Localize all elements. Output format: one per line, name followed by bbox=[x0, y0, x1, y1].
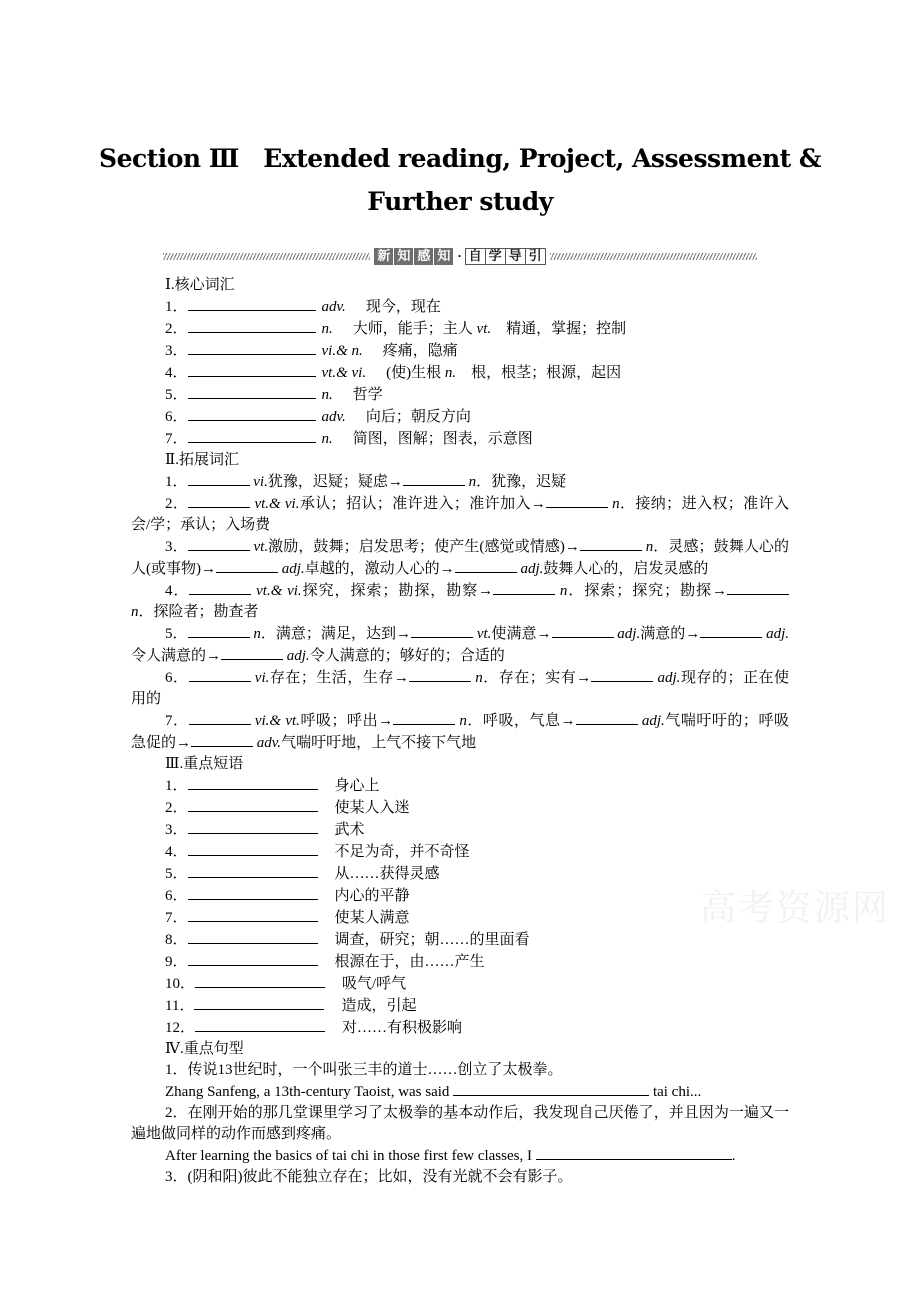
answer-blank[interactable] bbox=[188, 471, 250, 486]
part-of-speech: n bbox=[253, 626, 261, 642]
item-text: 12． bbox=[165, 1020, 196, 1036]
item-text: 使某人满意 bbox=[334, 910, 410, 926]
answer-blank[interactable] bbox=[188, 318, 316, 333]
list-item bbox=[131, 362, 789, 384]
answer-blank[interactable] bbox=[403, 471, 465, 486]
list-item bbox=[131, 973, 789, 995]
banner-char: 知 bbox=[434, 248, 453, 265]
answer-blank[interactable] bbox=[536, 1145, 732, 1160]
answer-blank[interactable] bbox=[188, 819, 318, 834]
answer-blank[interactable] bbox=[591, 667, 653, 682]
item-text: 从……获得灵感 bbox=[334, 866, 440, 882]
banner-char: 自 bbox=[465, 248, 485, 265]
list-item bbox=[131, 819, 789, 841]
answer-blank[interactable] bbox=[411, 623, 473, 638]
part-of-speech: vt.& vi. bbox=[321, 365, 367, 381]
part-of-speech: n bbox=[459, 713, 467, 729]
exercise-content bbox=[131, 275, 789, 1188]
item-text: ．探索；探究；勘探→ bbox=[567, 583, 727, 599]
item-text: (使)生根 bbox=[386, 365, 445, 381]
part-of-speech: n. bbox=[321, 431, 333, 447]
list-item bbox=[131, 1060, 789, 1081]
item-text: 使满意→ bbox=[491, 626, 552, 642]
hatch-divider-right bbox=[550, 253, 757, 260]
answer-blank[interactable] bbox=[191, 732, 253, 747]
answer-blank[interactable] bbox=[195, 973, 325, 988]
item-text: 2． bbox=[165, 800, 188, 816]
item-text: 6． bbox=[165, 670, 189, 686]
item-text: 6． bbox=[165, 409, 188, 425]
item-text: 4． bbox=[165, 583, 190, 599]
item-text: 探究，探索；勘探，勘察→ bbox=[301, 583, 494, 599]
item-text: 承认；招认；准许进入；准许加入→ bbox=[299, 496, 546, 512]
section-heading: Ⅳ.重点句型 bbox=[165, 1041, 244, 1057]
part-of-speech: adj. bbox=[657, 670, 681, 686]
answer-blank[interactable] bbox=[455, 558, 517, 573]
item-text: 大师，能手；主人 bbox=[352, 321, 477, 337]
item-text: 现存的；正在使用的 bbox=[131, 670, 789, 707]
item-text: Zhang Sanfeng, a 13th-century Taoist, was said bbox=[165, 1084, 454, 1100]
list-item bbox=[131, 1081, 789, 1103]
list-item bbox=[131, 667, 789, 710]
list-item bbox=[131, 384, 789, 406]
list-item bbox=[131, 1145, 789, 1167]
part-of-speech: vi. bbox=[253, 474, 268, 490]
item-text: tai chi... bbox=[649, 1084, 702, 1100]
item-text: 5． bbox=[165, 626, 188, 642]
hatch-divider-left bbox=[163, 253, 370, 260]
part-of-speech: n bbox=[645, 539, 654, 555]
item-text: 6． bbox=[165, 888, 188, 904]
list-item bbox=[131, 1017, 789, 1039]
answer-blank[interactable] bbox=[188, 885, 318, 900]
part-of-speech: n bbox=[475, 670, 483, 686]
section-heading: Ⅲ.重点短语 bbox=[165, 756, 244, 772]
list-item bbox=[131, 907, 789, 929]
answer-blank[interactable] bbox=[188, 493, 250, 508]
list-item bbox=[131, 841, 789, 863]
answer-blank[interactable] bbox=[189, 710, 251, 725]
watermark: 高考资源网 bbox=[700, 888, 891, 929]
list-item bbox=[131, 1167, 789, 1188]
answer-blank[interactable] bbox=[195, 1017, 325, 1032]
list-item bbox=[131, 863, 789, 885]
answer-blank[interactable] bbox=[189, 580, 251, 595]
answer-blank[interactable] bbox=[453, 1081, 649, 1096]
item-text: 11． bbox=[165, 998, 195, 1014]
answer-blank[interactable] bbox=[188, 362, 316, 377]
answer-blank[interactable] bbox=[189, 667, 251, 682]
banner-char: 知 bbox=[394, 248, 413, 265]
list-item bbox=[131, 885, 789, 907]
list-item bbox=[131, 623, 789, 667]
item-text: 4． bbox=[165, 365, 188, 381]
item-text: 3．(阴和阳)彼此不能独立存在；比如，没有光就不会有影子。 bbox=[165, 1169, 573, 1185]
item-text: 哲学 bbox=[352, 387, 383, 403]
answer-blank[interactable] bbox=[221, 645, 283, 660]
list-item bbox=[131, 493, 789, 536]
part-of-speech: vi.& n. bbox=[321, 343, 363, 359]
item-text: 武术 bbox=[334, 822, 365, 838]
part-of-speech: adj. bbox=[766, 626, 789, 642]
answer-blank[interactable] bbox=[393, 710, 455, 725]
part-of-speech: n bbox=[131, 604, 139, 620]
item-text: 使某人入迷 bbox=[334, 800, 410, 816]
list-item bbox=[131, 318, 789, 340]
part-of-speech: adv. bbox=[321, 409, 346, 425]
item-text: ．呼吸，气息→ bbox=[466, 713, 576, 729]
list-item bbox=[131, 1103, 789, 1145]
item-text: 向后；朝反方向 bbox=[365, 409, 471, 425]
banner-char: 感 bbox=[414, 248, 433, 265]
item-text: 5． bbox=[165, 866, 188, 882]
item-text: 满意的→ bbox=[640, 626, 701, 642]
item-text: ．犹豫，迟疑 bbox=[476, 474, 567, 490]
item-text: 1． bbox=[165, 778, 188, 794]
list-item bbox=[131, 775, 789, 797]
item-text: 内心的平静 bbox=[334, 888, 410, 904]
part-of-speech: adj. bbox=[617, 626, 641, 642]
part-of-speech: n bbox=[559, 583, 568, 599]
banner-char: 新 bbox=[374, 248, 393, 265]
answer-blank[interactable] bbox=[188, 907, 318, 922]
item-text: 气喘吁吁的；呼吸急促的→ bbox=[131, 713, 789, 751]
part-of-speech: vt. bbox=[476, 321, 492, 337]
item-text: 疼痛，隐痛 bbox=[382, 343, 458, 359]
item-text: 激励，鼓舞；启发思考；使产生(感觉或情感)→ bbox=[268, 539, 580, 555]
answer-blank[interactable] bbox=[188, 536, 250, 551]
answer-blank[interactable] bbox=[546, 493, 608, 508]
banner-label bbox=[374, 248, 545, 265]
item-text: 对……有积极影响 bbox=[342, 1020, 463, 1036]
item-text: 根，根茎；根源，起因 bbox=[456, 365, 622, 381]
item-text: . bbox=[731, 1148, 736, 1164]
section-banner bbox=[163, 246, 757, 266]
item-text: 1． bbox=[165, 299, 188, 315]
item-text: 简图，图解；图表，示意图 bbox=[352, 431, 533, 447]
part-of-speech: vi. bbox=[254, 670, 270, 686]
part-of-speech: vi.& vt. bbox=[254, 713, 300, 729]
item-text: 4． bbox=[165, 844, 188, 860]
answer-blank[interactable] bbox=[552, 623, 614, 638]
answer-blank[interactable] bbox=[188, 384, 316, 399]
item-text: 犹豫，迟疑；疑虑→ bbox=[267, 474, 403, 490]
part-of-speech: adj. bbox=[281, 561, 305, 577]
item-text: 3． bbox=[165, 539, 188, 555]
part-of-speech: adj. bbox=[641, 713, 665, 729]
banner-char: 引 bbox=[525, 248, 546, 265]
part-of-speech: n bbox=[612, 496, 620, 512]
item-text: 8． bbox=[165, 932, 188, 948]
answer-blank[interactable] bbox=[576, 710, 638, 725]
item-text: 1．传说13世纪时，一个叫张三丰的道士……创立了太极拳。 bbox=[165, 1062, 563, 1078]
item-text: ．满意；满足，达到→ bbox=[260, 626, 412, 642]
answer-blank[interactable] bbox=[188, 951, 318, 966]
item-text: 存在；生活，生存→ bbox=[269, 670, 409, 686]
item-text: 7． bbox=[165, 713, 189, 729]
item-text: ．存在；实有→ bbox=[482, 670, 592, 686]
item-text: ．探险者；勘查者 bbox=[138, 604, 259, 620]
item-text: 9． bbox=[165, 954, 188, 970]
item-text: 7． bbox=[165, 910, 188, 926]
item-text: 吸气/呼气 bbox=[342, 976, 407, 992]
part-of-speech: vt.& vi. bbox=[254, 496, 300, 512]
answer-blank[interactable] bbox=[188, 863, 318, 878]
item-text: 现今，现在 bbox=[365, 299, 441, 315]
item-text: 令人满意的→ bbox=[131, 648, 222, 664]
item-text: 不足为奇，并不奇怪 bbox=[334, 844, 470, 860]
part-of-speech: n. bbox=[444, 365, 457, 381]
item-text: 3． bbox=[165, 822, 188, 838]
banner-char: 导 bbox=[505, 248, 525, 265]
list-item bbox=[131, 580, 789, 623]
answer-blank[interactable] bbox=[580, 536, 642, 551]
banner-separator: · bbox=[457, 248, 462, 263]
list-item bbox=[131, 471, 789, 493]
answer-blank[interactable] bbox=[194, 995, 324, 1010]
item-text: 精通，掌握；控制 bbox=[491, 321, 627, 337]
item-text: 气喘吁吁地，上气不接下气地 bbox=[281, 735, 477, 751]
list-item bbox=[131, 340, 789, 362]
answer-blank[interactable] bbox=[188, 406, 316, 421]
part-of-speech: vt.& vi. bbox=[256, 583, 302, 599]
answer-blank[interactable] bbox=[188, 428, 316, 443]
item-text: 2．在刚开始的那几堂课里学习了太极拳的基本动作后，我发现自己厌倦了，并且因为一遍又一遍地做同样的动作而感到疼痛。 bbox=[131, 1105, 789, 1142]
item-text: 令人满意的；够好的；合适的 bbox=[309, 648, 505, 664]
item-text: 1． bbox=[165, 474, 188, 490]
list-item bbox=[131, 428, 789, 450]
item-text: 身心上 bbox=[334, 778, 380, 794]
answer-blank[interactable] bbox=[409, 667, 471, 682]
answer-blank[interactable] bbox=[493, 580, 555, 595]
section-heading: Ⅰ.核心词汇 bbox=[165, 277, 235, 293]
item-text: 2． bbox=[165, 321, 188, 337]
part-of-speech: n. bbox=[321, 387, 333, 403]
part-of-speech: adv. bbox=[321, 299, 346, 315]
section-heading: Ⅱ.拓展词汇 bbox=[165, 452, 239, 468]
list-item bbox=[131, 951, 789, 973]
part-of-speech: adj. bbox=[520, 561, 544, 577]
item-text: 造成，引起 bbox=[341, 998, 417, 1014]
part-of-speech: vt. bbox=[253, 539, 269, 555]
list-item bbox=[131, 406, 789, 428]
item-text: 卓越的，激动人心的→ bbox=[304, 561, 455, 577]
part-of-speech: vt. bbox=[476, 626, 492, 642]
answer-blank[interactable] bbox=[700, 623, 762, 638]
item-text: 呼吸；呼出→ bbox=[299, 713, 394, 729]
list-item bbox=[131, 929, 789, 951]
page-title-line-2: Further study bbox=[367, 187, 553, 216]
item-text: 10． bbox=[165, 976, 196, 992]
part-of-speech: adv. bbox=[256, 735, 282, 751]
answer-blank[interactable] bbox=[188, 623, 250, 638]
answer-blank[interactable] bbox=[188, 775, 318, 790]
list-item bbox=[131, 710, 789, 754]
item-text: ．灵感；鼓舞人心的人(或事物)→ bbox=[131, 539, 789, 577]
answer-blank[interactable] bbox=[727, 580, 789, 595]
item-text: 5． bbox=[165, 387, 188, 403]
list-item bbox=[131, 995, 789, 1017]
answer-blank[interactable] bbox=[188, 841, 318, 856]
answer-blank[interactable] bbox=[188, 929, 318, 944]
part-of-speech: adj. bbox=[286, 648, 310, 664]
part-of-speech: n. bbox=[321, 321, 333, 337]
answer-blank[interactable] bbox=[188, 797, 318, 812]
answer-blank[interactable] bbox=[216, 558, 278, 573]
item-text: 调查，研究；朝……的里面看 bbox=[334, 932, 530, 948]
answer-blank[interactable] bbox=[188, 296, 316, 311]
item-text: 3． bbox=[165, 343, 188, 359]
list-item bbox=[131, 296, 789, 318]
item-text: 7． bbox=[165, 431, 188, 447]
part-of-speech: n bbox=[468, 474, 477, 490]
banner-char: 学 bbox=[485, 248, 505, 265]
item-text: 2． bbox=[165, 496, 189, 512]
list-item bbox=[131, 536, 789, 580]
answer-blank[interactable] bbox=[188, 340, 316, 355]
item-text: ．接纳；进入权；准许入会/学；承认；入场费 bbox=[131, 496, 789, 533]
list-item bbox=[131, 797, 789, 819]
page-title-line-1: Section Ⅲ Extended reading, Project, Assessment & bbox=[99, 144, 821, 173]
item-text: 根源在于，由……产生 bbox=[334, 954, 485, 970]
item-text: 鼓舞人心的，启发灵感的 bbox=[543, 561, 709, 577]
item-text: After learning the basics of tai chi in those first few classes, I bbox=[165, 1148, 536, 1164]
